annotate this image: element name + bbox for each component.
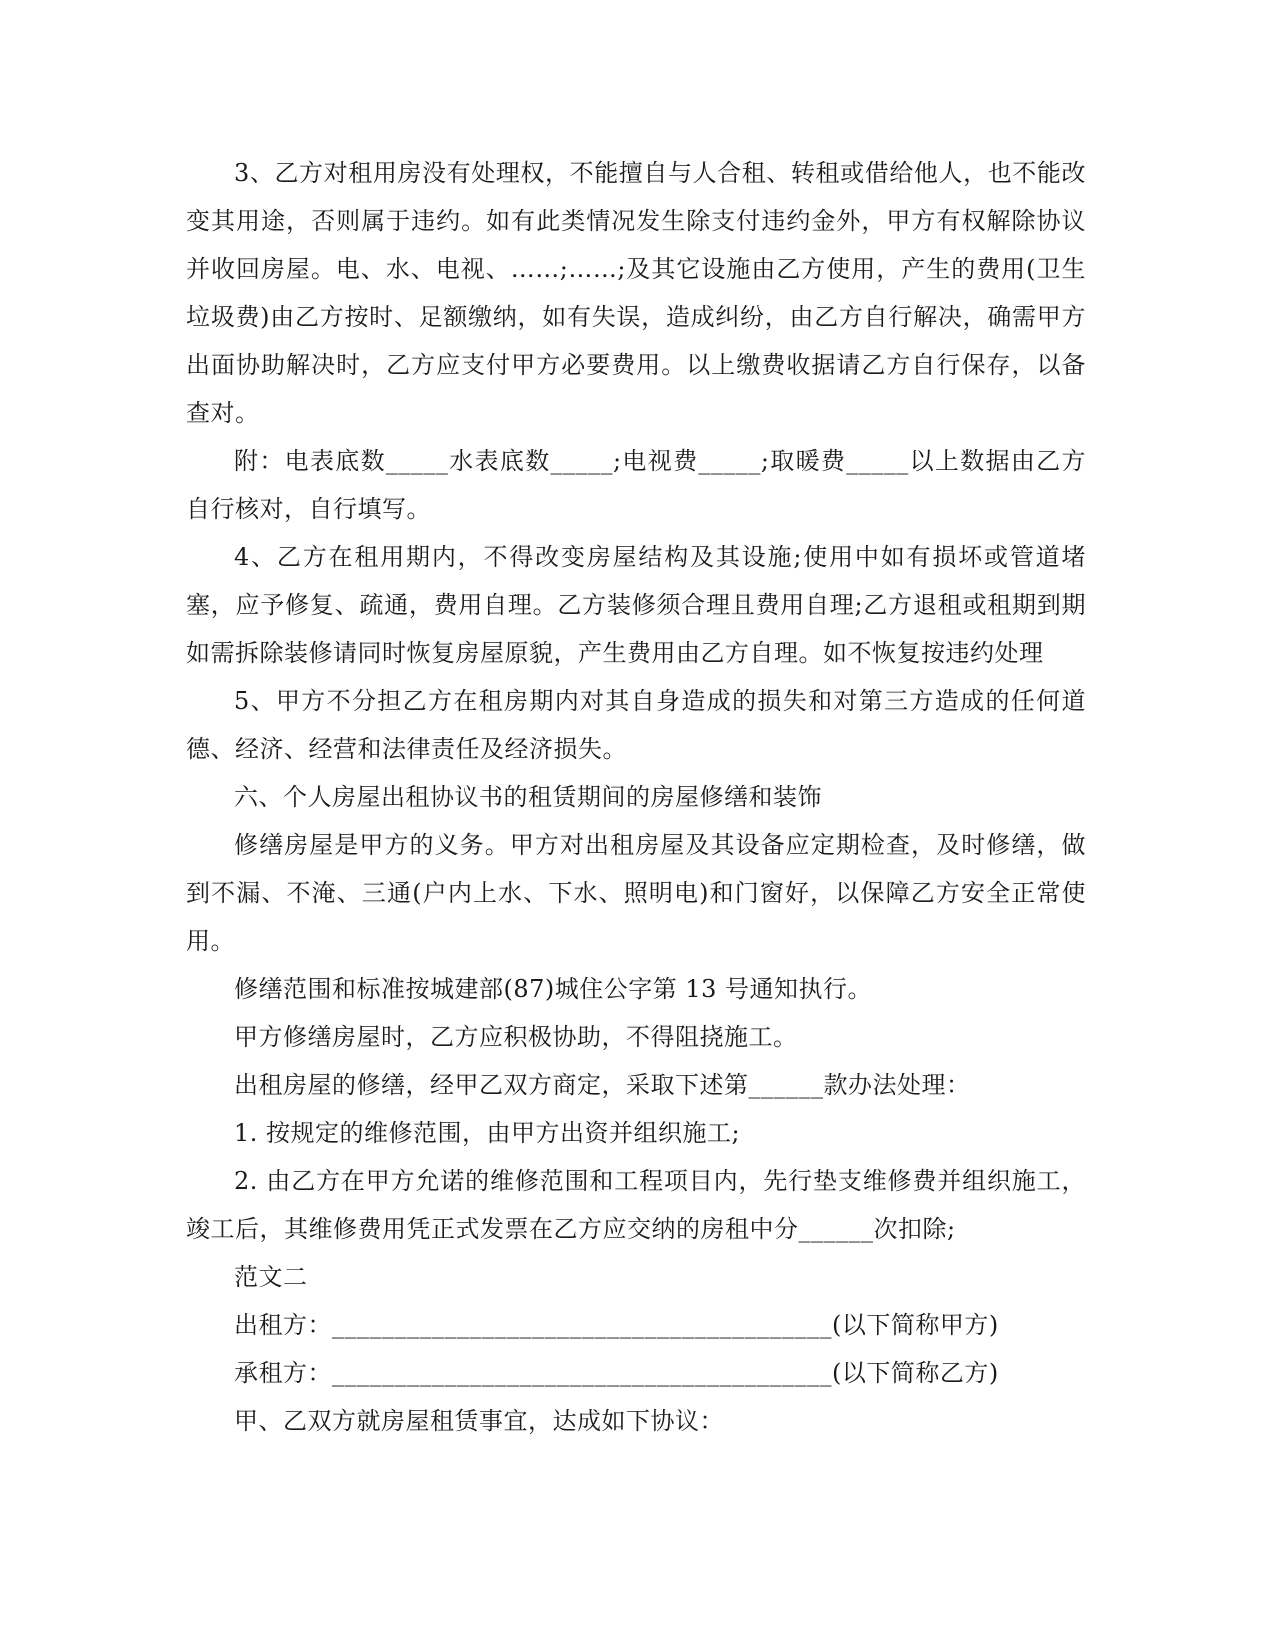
paragraph-clause-3: 3、乙方对租用房没有处理权，不能擅自与人合租、转租或借给他人，也不能改变其用途，否则属于违约。如有此类情况发生除支付违约金外，甲方有权解除协议并收回房屋。电、水、电视、……;……;及其它设施由乙方使用，产生的费用(卫生垃圾费)由乙方按时、足额缴纳，如有失误，造成纠纷，由乙方自行解决，确需甲方出面协助解决时，乙方应支付甲方必要费用。以上缴费收据请乙方自行保存，以备查对。 [186,159,1086,427]
paragraph-repair-cooperation: 甲方修缮房屋时，乙方应积极协助，不得阻挠施工。 [234,1023,798,1051]
paragraph-clause-5: 5、甲方不分担乙方在租房期内对其自身造成的损失和对第三方造成的任何道德、经济、经营和法律责任及经济损失。 [186,687,1086,763]
paragraph-method-2: 2. 由乙方在甲方允诺的维修范围和工程项目内，先行垫支维修费并组织施工，竣工后，其维修费用凭正式发票在乙方应交纳的房租中分______次扣除; [186,1167,1086,1243]
paragraph-repair-standard: 修缮范围和标准按城建部(87)城住公字第 13 号通知执行。 [234,975,873,1003]
paragraph-repair-method: 出租房屋的修缮，经甲乙双方商定，采取下述第______款办法处理： [234,1071,971,1099]
document-body [186,149,1086,1445]
lessor-line: 出租方：________________________________________(以下简称甲方) [234,1311,999,1339]
agreement-intro: 甲、乙双方就房屋租赁事宜，达成如下协议： [234,1407,724,1435]
paragraph-meter-readings: 附：电表底数_____水表底数_____;电视费_____;取暖费_____以上数据由乙方自行核对，自行填写。 [186,447,1086,523]
sample-two-heading: 范文二 [234,1263,308,1291]
paragraph-method-1: 1. 按规定的维修范围，由甲方出资并组织施工; [234,1119,741,1147]
lessee-line: 承租方：________________________________________(以下简称乙方) [234,1359,999,1387]
section-heading-repairs: 六、个人房屋出租协议书的租赁期间的房屋修缮和装饰 [234,783,822,811]
paragraph-clause-4: 4、乙方在租用期内，不得改变房屋结构及其设施;使用中如有损坏或管道堵塞，应予修复、疏通，费用自理。乙方装修须合理且费用自理;乙方退租或租期到期如需拆除装修请同时恢复房屋原貌，产生费用由乙方自理。如不恢复按违约处理 [186,543,1086,667]
paragraph-repair-duty: 修缮房屋是甲方的义务。甲方对出租房屋及其设备应定期检查，及时修缮，做到不漏、不淹、三通(户内上水、下水、照明电)和门窗好，以保障乙方安全正常使用。 [186,831,1086,955]
